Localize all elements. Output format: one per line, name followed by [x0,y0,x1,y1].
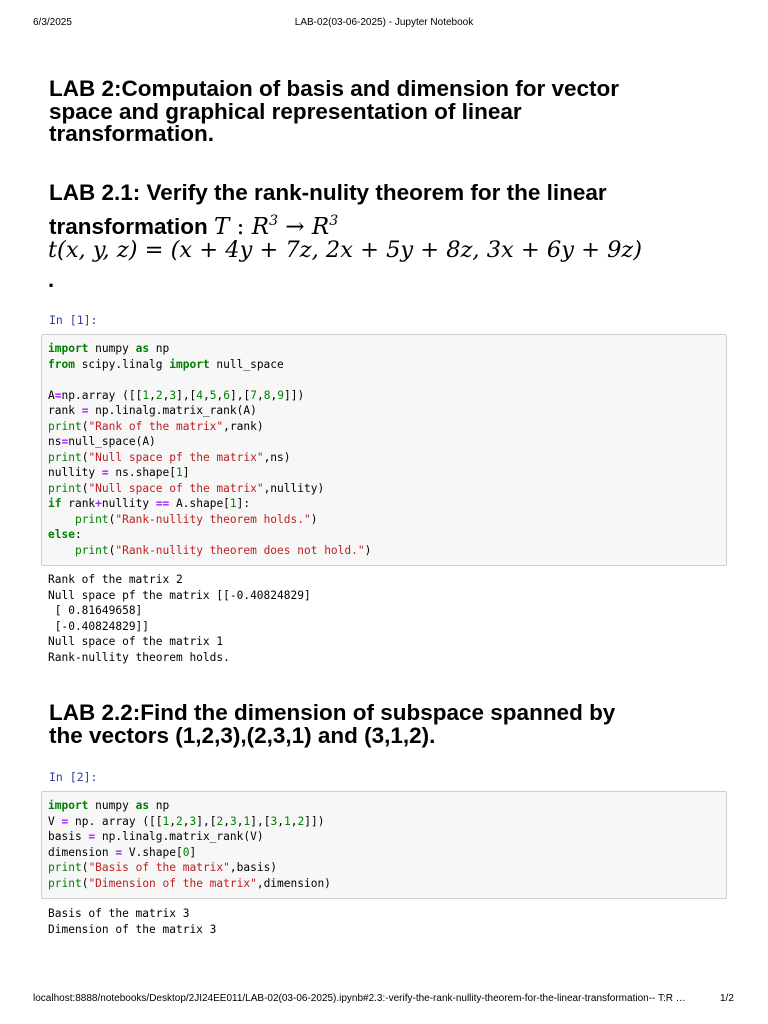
print-page-number: 1/2 [720,993,734,1004]
map-R-domain: R [251,214,270,240]
heading-lab-2-2-line1: LAB 2.2:Find the dimension of subspace spanned by [49,700,616,725]
heading-lab-2-2 [49,702,739,747]
print-url: localhost:8888/notebooks/Desktop/2JI24EE011/LAB-02(03-06-2025).ipynb#2.3:-verify-the-rank-nullity-theorem-for-the-linear-transformation-- T:R … [33,993,686,1004]
heading-lab-2-line1: LAB 2:Computaion of basis and dimension for vector [49,76,620,101]
heading-lab-2 [49,78,739,146]
map-exp-codomain: 3 [329,213,339,229]
cell-1-code-text[interactable]: import numpy as np from scipy.linalg import null_space A=np.array ([[1,2,3],[4,5,6],[7,8,9]]) rank = np.linalg.matrix_rank(A) print("Rank of the matrix",rank) ns=null_space(A) print("Null space pf the matrix",ns) nullity = ns.shape[1] print("Null space of the matrix",nullity) if rank+nullity == A.shape[1]: print("Rank-nullity theorem holds.") else: print("Rank-nullity theorem does not hold.") [48,342,372,557]
heading-lab-2-1-dot: . [48,267,55,292]
map-arrow: → [277,214,312,240]
cell-2-output: Basis of the matrix 3 Dimension of the matrix 3 [48,907,217,936]
heading-lab-2-1-line2 [49,207,338,241]
heading-lab-2-1-text: transformation [49,214,215,239]
cell-1-prompt: In [1]: [49,313,98,327]
map-T: T [214,214,230,240]
cell-2-code[interactable] [41,791,727,899]
cell-2-prompt: In [2]: [49,770,98,784]
print-title: LAB-02(03-06-2025) - Jupyter Notebook [294,17,474,28]
print-date: 6/3/2025 [33,17,72,28]
heading-lab-2-1 [49,182,739,205]
heading-lab-2-1-line1: LAB 2.1: Verify the rank-nulity theorem for the linear [49,180,607,205]
heading-lab-2-2-line2: the vectors (1,2,3),(2,3,1) and (3,1,2). [49,722,436,748]
print-footer [0,993,768,1007]
map-exp-domain: 3 [269,213,278,229]
cell-2-code-text[interactable]: import numpy as np V = np. array ([[1,2,3],[2,3,1],[3,1,2]]) basis = np.linalg.matrix_rank(V) dimension = V.shape[0] print("Basis of the matrix",basis) print("Dimension of the matrix",dimension) [48,799,331,890]
heading-lab-2-line2: space and graphical representation of linear [49,98,522,124]
cell-1-output: Rank of the matrix 2 Null space pf the matrix [[-0.40824829] [ 0.81649658] [-0.40824829]] Null space of the matrix 1 Rank-nullity theorem holds. [48,573,311,664]
cell-1-code[interactable] [41,334,727,566]
transformation-formula: t(x, y, z) = (x + 4y + 7z, 2x + 5y + 8z, 3x + 6y + 9z) [48,237,643,263]
print-header [0,17,768,31]
heading-lab-2-line3: transformation. [49,121,215,146]
map-R-codomain: R [311,214,330,240]
map-colon: : [229,214,252,240]
